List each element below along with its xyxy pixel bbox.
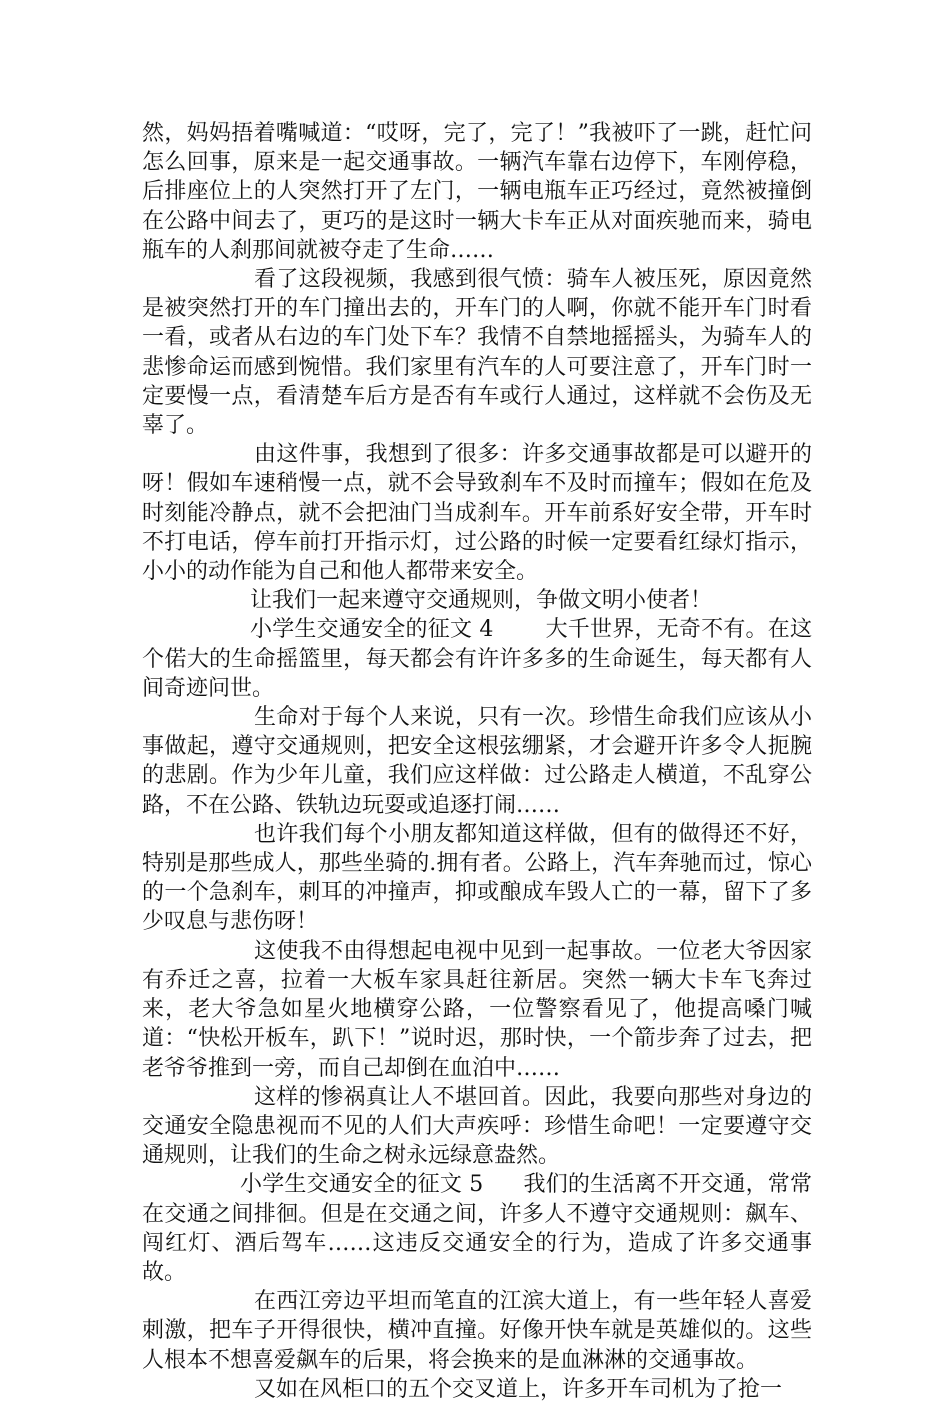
document-body [142,119,812,1404]
section-4-heading: 小学生交通安全的征文 4 [250,617,494,643]
section-4-lead: 大千世界，无奇不有。在这个偌大的生命摇篮里，每天都会有许许多多的生命诞生，每天都有人间奇迹问世。 [142,617,812,701]
section-4-heading-line [142,615,812,703]
section-4-paragraph: 这样的惨祸真让人不堪回首。因此，我要向那些对身边的交通安全隐患视而不见的人们大声疾呼：珍惜生命吧！一定要遵守交通规则，让我们的生命之树永远绿意盎然。 [142,1084,812,1169]
paragraph-reflection: 由这件事，我想到了很多：许多交通事故都是可以避开的呀！假如车速稍慢一点，就不会导致刹车不及时而撞车；假如在危及时刻能冷静点，就不会把油门当成刹车。开车前系好安全带，开车时不打电话，停车前打开指示灯，过公路的时候一定要看红绿灯指示，小小的动作能为自己和他人都带来安全。 [142,442,812,585]
paragraph-call-to-action: 让我们一起来遵守交通规则，争做文明小使者！ [250,588,713,614]
paragraph-reaction: 看了这段视频，我感到很气愤：骑车人被压死，原因竟然是被突然打开的车门撞出去的，开车门的人啊，你就不能开车门时看一看，或者从右边的车门处下车？我情不自禁地摇摇头，为骑车人的悲惨命运而感到惋惜。我们家里有汽车的人可要注意了，开车门时一定要慢一点，看清楚车后方是否有车或行人通过，这样就不会伤及无辜了。 [142,267,812,439]
section-5-paragraph: 又如在风柜口的五个交叉道上，许多开车司机为了抢一 [254,1376,783,1402]
section-5-heading: 小学生交通安全的征文 5 [240,1172,484,1198]
paragraph-continued: 然，妈妈捂着嘴喊道：“哎呀，完了，完了！”我被吓了一跳，赶忙问怎么回事，原来是一起交通事故。一辆汽车靠右边停下，车刚停稳，后排座位上的人突然打开了左门，一辆电瓶车正巧经过，竟然被撞倒在公路中间去了，更巧的是这时一辆大卡车正从对面疾驰而来，骑电瓶车的人刹那间就被夺走了生命…… [142,121,812,263]
section-4-paragraph: 这使我不由得想起电视中见到一起事故。一位老大爷因家有乔迁之喜，拉着一大板车家具赶往新居。突然一辆大卡车飞奔过来，老大爷急如星火地横穿公路，一位警察看见了，他提高嗓门喊道：“快松开板车，趴下！”说时迟，那时快，一个箭步奔了过去，把老爷爷推到一旁，而自己却倒在血泊中…… [142,938,812,1081]
section-5-lead: 我们的生活离不开交通，常常在交通之间排徊。但是在交通之间，许多人不遵守交通规则：飙车、闯红灯、酒后驾车……这违反交通安全的行为，造成了许多交通事故。 [142,1172,812,1285]
section-4-paragraph: 也许我们每个小朋友都知道这样做，但有的做得还不好，特别是那些成人，那些坐骑的.拥有者。公路上，汽车奔驰而过，惊心的一个急刹车，刺耳的冲撞声，抑或酿成车毁人亡的一幕，留下了多少叹息与悲伤呀！ [142,821,812,935]
section-5-heading-line [142,1170,812,1287]
section-4-paragraph: 生命对于每个人来说，只有一次。珍惜生命我们应该从小事做起，遵守交通规则，把安全这根弦绷紧，才会避开许多令人扼腕的悲剧。作为少年儿童，我们应这样做：过公路走人横道，不乱穿公路，不在公路、铁轨边玩耍或追逐打闹…… [142,705,812,818]
section-5-paragraph: 在西江旁边平坦而笔直的江滨大道上，有一些年轻人喜爱刺激，把车子开得很快，横冲直撞。好像开快车就是英雄似的。这些人根本不想喜爱飙车的后果，将会换来的是血淋淋的交通事故。 [142,1289,812,1373]
